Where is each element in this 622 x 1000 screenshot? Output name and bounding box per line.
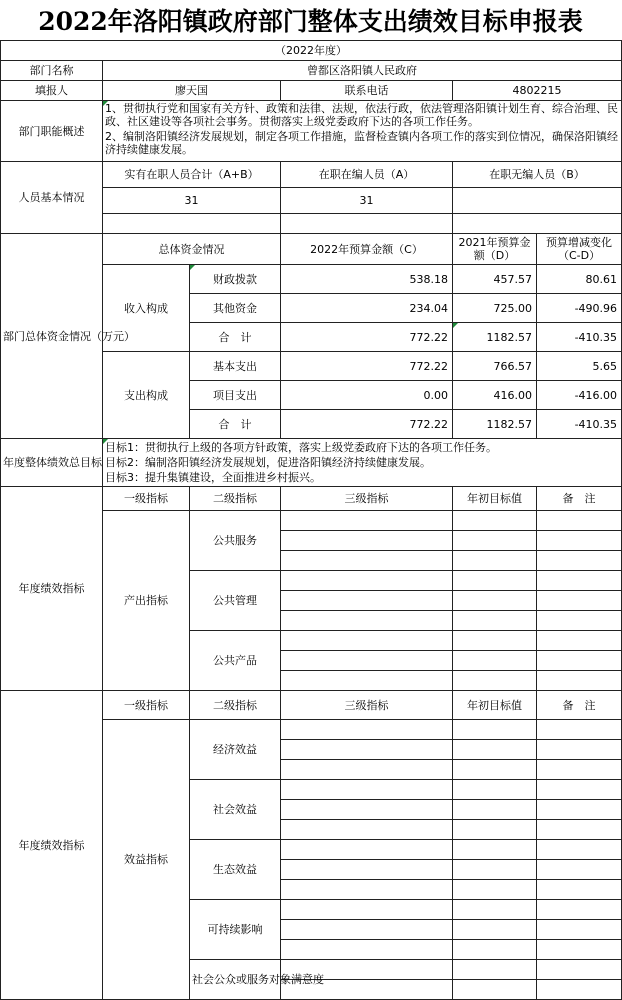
indicator-cell [537, 651, 622, 671]
income-total-d: 1182.57 [453, 323, 537, 352]
functions-line-2: 2、编制洛阳镇经济发展规划，制定各项工作措施，监督检查镇内各项工作的落实到位情况，确保洛阳镇经济持续健康发展。 [105, 130, 618, 156]
staff-spacer-a [281, 214, 453, 234]
indicator-cell [453, 880, 537, 900]
filler-label: 填报人 [1, 81, 103, 101]
expense-d: 766.57 [453, 352, 537, 381]
expense-d: 416.00 [453, 381, 537, 410]
expense-c: 0.00 [281, 381, 453, 410]
dept-value: 曾都区洛阳镇人民政府 [103, 61, 622, 81]
indicator-cell [453, 611, 537, 631]
indicator-cell [453, 651, 537, 671]
indicator-cell [537, 511, 622, 531]
expense-total-name: 合 计 [190, 410, 281, 439]
expense-cd: -416.00 [537, 381, 622, 410]
indicator-cell [537, 880, 622, 900]
indicator-cell [537, 740, 622, 760]
income-d: 457.57 [453, 265, 537, 294]
staff-spacer [103, 214, 281, 234]
income-c: 234.04 [281, 294, 453, 323]
output-header-level1: 一级指标 [103, 487, 190, 511]
income-cd: -490.96 [537, 294, 622, 323]
indicator-cell [281, 720, 453, 740]
income-c: 538.18 [281, 265, 453, 294]
benefit-level2-ecological: 生态效益 [190, 840, 281, 900]
indicator-cell [453, 920, 537, 940]
indicator-cell [281, 940, 453, 960]
output-level1: 产出指标 [103, 511, 190, 691]
output-level2-public-product: 公共产品 [190, 631, 281, 691]
indicator-cell [281, 671, 453, 691]
expense-total-cd: -410.35 [537, 410, 622, 439]
indicator-cell [281, 800, 453, 820]
indicator-cell [537, 860, 622, 880]
goal-line-2: 目标2：编制洛阳镇经济发展规划，促进洛阳镇经济持续健康发展。 [105, 456, 431, 469]
indicator-cell [537, 671, 622, 691]
indicator-cell [453, 780, 537, 800]
indicator-cell [537, 720, 622, 740]
filler-name: 廖天国 [103, 81, 281, 101]
year-label: （2022年度） [1, 41, 622, 61]
indicator-cell [281, 651, 453, 671]
indicator-cell [537, 760, 622, 780]
staff-header-total: 实有在职人员合计（A+B） [103, 162, 281, 188]
funds-header-overall: 总体资金情况 [103, 234, 281, 265]
indicator-cell [453, 760, 537, 780]
indicator-cell [537, 920, 622, 940]
staff-value-total: 31 [103, 188, 281, 214]
output-header-target: 年初目标值 [453, 487, 537, 511]
indicator-cell [537, 531, 622, 551]
indicator-cell [537, 960, 622, 980]
expense-cd: 5.65 [537, 352, 622, 381]
benefit-level2-satisfaction: 社会公众或服务对象满意度 [190, 960, 281, 1000]
income-total-cd: -410.35 [537, 323, 622, 352]
income-cd: 80.61 [537, 265, 622, 294]
goal-line-3: 目标3：提升集镇建设，全面推进乡村振兴。 [105, 471, 321, 484]
indicator-cell [453, 531, 537, 551]
benefit-level1: 效益指标 [103, 720, 190, 1000]
staff-value-a: 31 [281, 188, 453, 214]
indicator-cell [281, 760, 453, 780]
indicator-cell [281, 591, 453, 611]
page-title: 2022年洛阳镇政府部门整体支出绩效目标申报表 [38, 7, 583, 36]
benefit-indicators-label: 年度绩效指标 [1, 691, 103, 1000]
output-header-level3: 三级指标 [281, 487, 453, 511]
indicator-cell [453, 571, 537, 591]
benefit-level2-sustainable: 可持续影响 [190, 900, 281, 960]
indicator-cell [453, 631, 537, 651]
output-indicators-label: 年度绩效指标 [1, 487, 103, 691]
income-label: 收入构成 [103, 265, 190, 352]
indicator-cell [281, 511, 453, 531]
indicator-cell [281, 860, 453, 880]
expense-total-d: 1182.57 [453, 410, 537, 439]
indicator-cell [453, 551, 537, 571]
expense-name: 基本支出 [190, 352, 281, 381]
phone-label: 联系电话 [281, 81, 453, 101]
goals-label: 年度整体绩效总目标 [1, 439, 103, 487]
indicator-cell [281, 740, 453, 760]
funds-header-d: 2021年预算金额（D） [453, 234, 537, 265]
income-total-name: 合 计 [190, 323, 281, 352]
functions-text [103, 101, 622, 162]
indicator-cell [453, 980, 537, 1000]
functions-label: 部门职能概述 [1, 101, 103, 162]
benefit-header-level1: 一级指标 [103, 691, 190, 720]
indicator-cell [537, 551, 622, 571]
indicator-cell [453, 671, 537, 691]
goal-line-1: 目标1：贯彻执行上级的各项方针政策，落实上级党委政府下达的各项工作任务。 [105, 441, 497, 454]
funds-header-c: 2022年预算金额（C） [281, 234, 453, 265]
dept-label: 部门名称 [1, 61, 103, 81]
indicator-cell [453, 800, 537, 820]
staff-value-b [453, 188, 622, 214]
indicator-cell [537, 900, 622, 920]
output-level2-public-service: 公共服务 [190, 511, 281, 571]
indicator-cell [281, 780, 453, 800]
indicator-cell [537, 611, 622, 631]
expense-name: 项目支出 [190, 381, 281, 410]
expense-label: 支出构成 [103, 352, 190, 439]
indicator-cell [537, 820, 622, 840]
goals-text [103, 439, 622, 487]
expense-c: 772.22 [281, 352, 453, 381]
staff-spacer-b [453, 214, 622, 234]
benefit-level2-economic: 经济效益 [190, 720, 281, 780]
income-total-c: 772.22 [281, 323, 453, 352]
indicator-cell [453, 720, 537, 740]
indicator-cell [453, 840, 537, 860]
indicator-cell [281, 631, 453, 651]
output-level2-public-management: 公共管理 [190, 571, 281, 631]
funds-label: 部门总体资金情况（万元） [1, 234, 103, 439]
benefit-header-level2: 二级指标 [190, 691, 281, 720]
indicator-cell [453, 740, 537, 760]
benefit-header-note: 备 注 [537, 691, 622, 720]
indicator-cell [281, 820, 453, 840]
output-header-note: 备 注 [537, 487, 622, 511]
indicator-cell [537, 780, 622, 800]
income-name: 其他资金 [190, 294, 281, 323]
functions-line-1: 1、贯彻执行党和国家有关方针、政策和法律、法规，依法行政，依法管理洛阳镇计划生育、综合治理、民政、社区建设等各项社会事务。贯彻落实上级党委政府下达的各项工作任务。 [105, 102, 618, 128]
benefit-header-target: 年初目标值 [453, 691, 537, 720]
indicator-cell [453, 511, 537, 531]
staff-header-a: 在职在编人员（A） [281, 162, 453, 188]
indicator-cell [537, 940, 622, 960]
income-name: 财政拨款 [190, 265, 281, 294]
indicator-cell [537, 591, 622, 611]
indicator-cell [537, 980, 622, 1000]
phone-value: 4802215 [453, 81, 622, 101]
indicator-cell [453, 820, 537, 840]
indicator-cell [453, 900, 537, 920]
indicator-cell [281, 880, 453, 900]
indicator-cell [281, 611, 453, 631]
staff-header-b: 在职无编人员（B） [453, 162, 622, 188]
indicator-cell [281, 920, 453, 940]
indicator-cell [281, 840, 453, 860]
indicator-cell [281, 531, 453, 551]
indicator-cell [281, 551, 453, 571]
indicator-cell [453, 940, 537, 960]
funds-header-cd: 预算增减变化（C-D） [537, 234, 622, 265]
indicator-cell [453, 860, 537, 880]
indicator-cell [281, 900, 453, 920]
indicator-cell [537, 840, 622, 860]
indicator-cell [537, 800, 622, 820]
indicator-cell [453, 591, 537, 611]
indicator-cell [537, 571, 622, 591]
benefit-header-level3: 三级指标 [281, 691, 453, 720]
output-header-level2: 二级指标 [190, 487, 281, 511]
indicator-cell [537, 631, 622, 651]
benefit-level2-social: 社会效益 [190, 780, 281, 840]
expense-total-c: 772.22 [281, 410, 453, 439]
staff-label: 人员基本情况 [1, 162, 103, 234]
indicator-cell [281, 571, 453, 591]
income-d: 725.00 [453, 294, 537, 323]
indicator-cell [453, 960, 537, 980]
report-table [0, 40, 622, 1000]
